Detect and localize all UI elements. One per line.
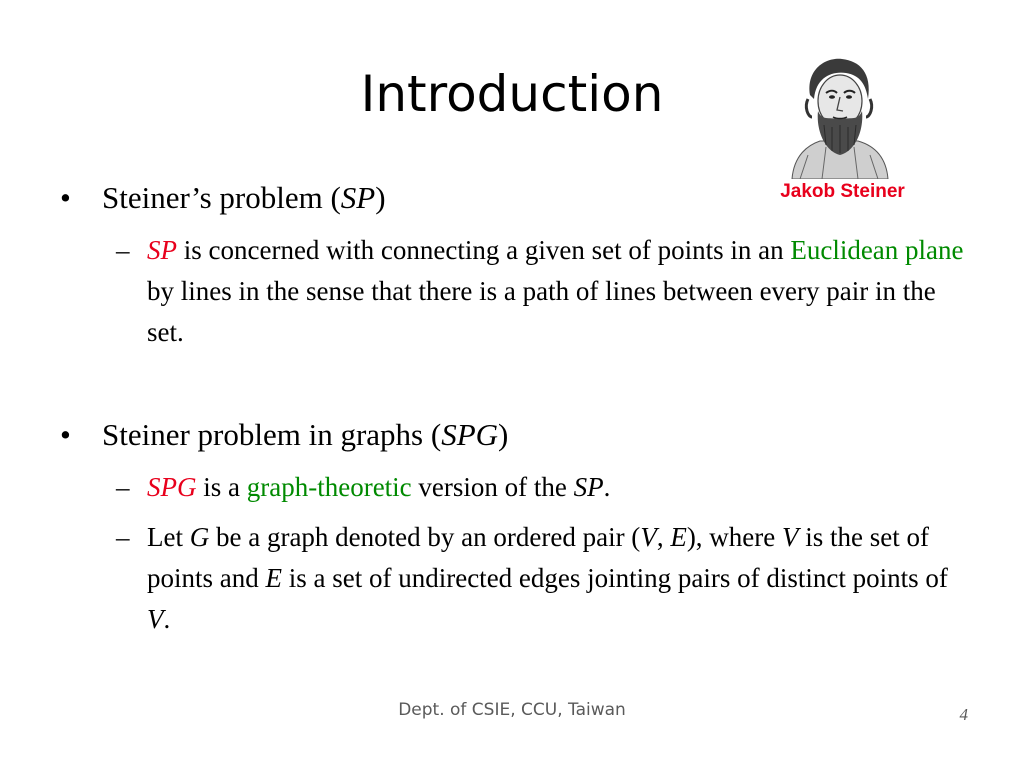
bullet-dot-icon: •: [60, 180, 71, 215]
text-run: be a graph denoted by an ordered pair (: [209, 522, 641, 552]
jakob-steiner-portrait: [786, 55, 892, 179]
highlight-term: SP: [147, 235, 177, 265]
text-run: G: [189, 522, 210, 552]
highlight-link-term: Euclidean plane: [790, 235, 964, 265]
highlight-term: SPG: [147, 472, 197, 502]
bullet-steiner-problem-in-graphs: [60, 417, 508, 453]
text-run: V: [640, 522, 657, 552]
bullet-abbr: SPG: [441, 417, 499, 452]
dash-icon: –: [116, 472, 130, 502]
text-run: ), where: [686, 522, 783, 552]
sub-bullet-spg-version: [116, 467, 966, 508]
text-run: .: [603, 472, 611, 502]
bullet-abbr: SP: [340, 180, 376, 215]
bullet-dot-icon: •: [60, 417, 71, 452]
text-run: V: [782, 522, 799, 552]
slide-title: Introduction: [360, 65, 664, 123]
text-run: by lines in the sense that there is a path of lines between every pair in the set.: [147, 276, 936, 347]
text-run: Let: [147, 522, 190, 552]
text-run: is concerned with connecting a given set of points in an: [177, 235, 791, 265]
sub-bullet-graph-definition: [116, 517, 966, 640]
sub-bullet-text: [116, 467, 966, 508]
text-run: is a: [196, 472, 247, 502]
sub-bullet-text: [116, 517, 966, 640]
text-run: SP: [573, 472, 604, 502]
bullet-text-end: ): [375, 180, 386, 215]
text-run: ,: [656, 522, 671, 552]
highlight-link-term: graph-theoretic: [246, 472, 412, 502]
sub-bullet-sp-definition: [116, 230, 966, 353]
text-run: version of the: [411, 472, 574, 502]
bullet-text: Steiner’s problem (: [102, 180, 341, 215]
text-run: is the set of points and: [147, 522, 929, 593]
bullet-text-end: ): [498, 417, 509, 452]
page-number: 4: [959, 705, 968, 724]
text-run: is a set of undirected edges jointing pairs of distinct points of: [282, 563, 948, 593]
text-run: .: [163, 604, 171, 634]
portrait-caption: Jakob Steiner: [780, 181, 905, 202]
bullet-steiners-problem: [60, 180, 386, 216]
dash-icon: –: [116, 522, 130, 552]
text-run: E: [670, 522, 687, 552]
sub-bullet-text: [116, 230, 966, 353]
footer: Dept. of CSIE, CCU, Taiwan: [398, 700, 626, 720]
text-run: V: [147, 604, 164, 634]
dash-icon: –: [116, 235, 130, 265]
bullet-text: Steiner problem in graphs (: [102, 417, 442, 452]
text-run: E: [265, 563, 282, 593]
